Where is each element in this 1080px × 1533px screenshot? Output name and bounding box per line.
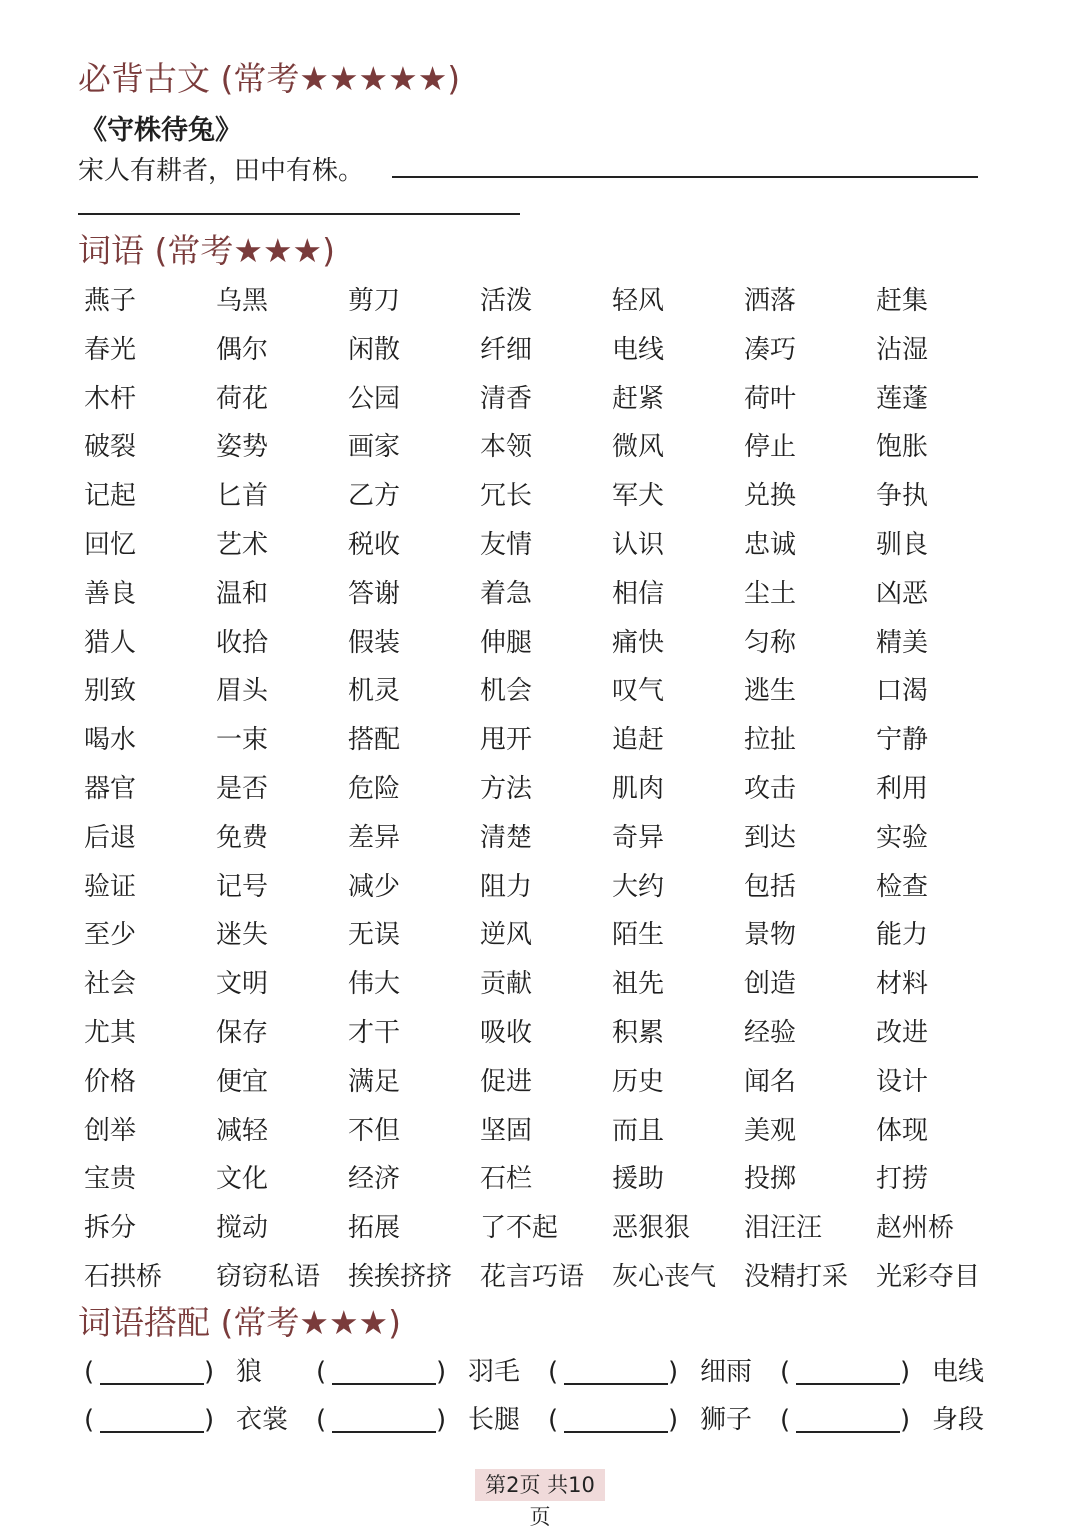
fill-in-blank	[100, 1383, 204, 1385]
matching-item	[780, 1402, 1012, 1442]
vocab-word: 洒落	[744, 286, 797, 316]
vocab-word: 泪汪汪	[744, 1213, 823, 1244]
vocab-word: 拆分	[84, 1213, 137, 1244]
vocab-word: 逃生	[744, 676, 797, 707]
vocab-word: 坚固	[480, 1115, 533, 1146]
word-matching-heading: 词语搭配 (常考★★★)	[78, 1303, 401, 1342]
vocab-word: 免费	[216, 822, 269, 853]
vocab-word: 活泼	[480, 286, 533, 316]
matching-item	[84, 1402, 316, 1442]
vocab-word: 窃窃私语	[216, 1261, 321, 1292]
vocab-word: 机灵	[348, 676, 401, 707]
vocab-word: 灰心丧气	[612, 1261, 717, 1292]
vocab-word: 机会	[480, 676, 533, 707]
vocab-word: 追赶	[612, 725, 665, 756]
vocab-word: 眉头	[216, 676, 269, 707]
matching-item	[780, 1354, 1012, 1394]
vocab-word: 痛快	[612, 627, 665, 658]
vocab-word: 迷失	[216, 920, 269, 951]
vocab-word: 着急	[480, 578, 533, 609]
fill-in-blank	[564, 1431, 668, 1433]
vocab-word: 肌肉	[612, 773, 665, 804]
vocab-word: 姿势	[216, 432, 269, 463]
vocab-word: 实验	[876, 822, 929, 853]
vocab-word: 兑换	[744, 481, 797, 512]
matching-word: 身段	[932, 1405, 985, 1435]
vocab-word: 税收	[348, 529, 401, 560]
poem-first-line: 宋人有耕者，田中有株。	[78, 156, 365, 186]
vocab-word: 匕首	[216, 481, 269, 512]
vocab-word: 保存	[216, 1017, 269, 1048]
vocab-word: 利用	[876, 773, 929, 804]
vocab-word: 记起	[84, 481, 137, 512]
vocab-word: 赶集	[876, 286, 929, 316]
vocab-word: 赵州桥	[876, 1213, 955, 1244]
vocab-word: 创举	[84, 1115, 137, 1146]
vocab-word: 减轻	[216, 1115, 269, 1146]
vocab-word: 满足	[348, 1066, 401, 1097]
vocab-word: 清香	[480, 383, 533, 414]
matching-item	[84, 1354, 316, 1394]
matching-word: 细雨	[700, 1357, 753, 1387]
vocab-word: 包括	[744, 871, 797, 902]
vocab-word: 假装	[348, 627, 401, 658]
vocab-word: 相信	[612, 578, 665, 609]
vocab-word: 到达	[744, 822, 797, 853]
vocab-word: 宝贵	[84, 1164, 137, 1195]
vocab-word: 了不起	[480, 1213, 559, 1244]
vocab-word: 攻击	[744, 773, 797, 804]
fill-in-blank	[100, 1431, 204, 1433]
open-paren: (	[548, 1405, 559, 1435]
page-indicator	[474, 1469, 606, 1533]
vocab-word: 清楚	[480, 822, 533, 853]
vocab-word: 后退	[84, 822, 137, 853]
page-indicator-bottom: 页	[529, 1505, 551, 1529]
vocab-word: 甩开	[480, 725, 533, 756]
vocab-word: 方法	[480, 773, 533, 804]
close-paren: )	[204, 1405, 215, 1435]
open-paren: (	[316, 1357, 327, 1387]
answer-blank-line	[78, 213, 520, 215]
vocab-word: 经济	[348, 1164, 401, 1195]
matching-word: 狼	[236, 1357, 263, 1387]
page-indicator-top: 第2页 共10	[475, 1469, 605, 1501]
vocab-word: 军犬	[612, 481, 665, 512]
vocab-word: 温和	[216, 578, 269, 609]
vocab-word: 尤其	[84, 1017, 137, 1048]
matching-item	[548, 1402, 780, 1442]
vocab-word: 检查	[876, 871, 929, 902]
vocab-word: 陌生	[612, 920, 665, 951]
vocab-word: 喝水	[84, 725, 137, 756]
vocab-word: 大约	[612, 871, 665, 902]
vocab-word: 器官	[84, 773, 137, 804]
vocab-word: 贡献	[480, 969, 533, 1000]
vocab-word: 纤细	[480, 334, 533, 365]
vocab-word: 文明	[216, 969, 269, 1000]
matching-word: 羽毛	[468, 1357, 521, 1387]
vocab-word: 忠诚	[744, 529, 797, 560]
vocab-word: 历史	[612, 1066, 665, 1097]
vocab-word: 景物	[744, 920, 797, 951]
vocab-word: 沾湿	[876, 334, 929, 365]
vocab-word: 木杆	[84, 383, 137, 414]
vocab-word: 伟大	[348, 969, 401, 1000]
vocab-word: 伸腿	[480, 627, 533, 658]
matching-item	[316, 1354, 548, 1394]
vocab-word: 文化	[216, 1164, 269, 1195]
vocabulary-grid	[84, 284, 1008, 1309]
vocab-word: 口渴	[876, 676, 929, 707]
fill-in-blank	[564, 1383, 668, 1385]
vocab-word: 猎人	[84, 627, 137, 658]
vocab-word: 拉扯	[744, 725, 797, 756]
vocab-word: 记号	[216, 871, 269, 902]
vocabulary-heading: 词语 (常考★★★)	[78, 231, 335, 270]
vocab-word: 奇异	[612, 822, 665, 853]
vocab-word: 能力	[876, 920, 929, 951]
close-paren: )	[668, 1405, 679, 1435]
open-paren: (	[548, 1357, 559, 1387]
vocab-word: 投掷	[744, 1164, 797, 1195]
vocab-word: 验证	[84, 871, 137, 902]
vocab-word: 偶尔	[216, 334, 269, 365]
vocab-word: 匀称	[744, 627, 797, 658]
open-paren: (	[780, 1405, 791, 1435]
vocab-word: 社会	[84, 969, 137, 1000]
vocab-word: 至少	[84, 920, 137, 951]
close-paren: )	[900, 1405, 911, 1435]
vocab-word: 友情	[480, 529, 533, 560]
vocab-word: 本领	[480, 432, 533, 463]
vocab-word: 减少	[348, 871, 401, 902]
vocab-word: 收拾	[216, 627, 269, 658]
vocab-word: 材料	[876, 969, 929, 1000]
vocab-word: 援助	[612, 1164, 665, 1195]
vocab-word: 设计	[876, 1066, 929, 1097]
vocab-word: 荷花	[216, 383, 269, 414]
vocab-word: 石栏	[480, 1164, 533, 1195]
vocab-word: 挨挨挤挤	[348, 1261, 453, 1292]
vocab-word: 公园	[348, 383, 401, 414]
vocab-word: 石拱桥	[84, 1261, 163, 1292]
vocab-word: 争执	[876, 481, 929, 512]
vocab-word: 价格	[84, 1066, 137, 1097]
poem-title: 《守株待兔》	[80, 115, 242, 146]
vocab-word: 破裂	[84, 432, 137, 463]
vocab-word: 尘土	[744, 578, 797, 609]
vocab-word: 饱胀	[876, 432, 929, 463]
close-paren: )	[204, 1357, 215, 1387]
vocab-word: 美观	[744, 1115, 797, 1146]
vocab-word: 恶狠狠	[612, 1213, 691, 1244]
vocab-word: 艺术	[216, 529, 269, 560]
vocab-word: 体现	[876, 1115, 929, 1146]
fill-in-blank	[796, 1431, 900, 1433]
vocab-word: 差异	[348, 822, 401, 853]
vocab-word: 阻力	[480, 871, 533, 902]
vocab-word: 改进	[876, 1017, 929, 1048]
vocab-word: 便宜	[216, 1066, 269, 1097]
vocab-word: 答谢	[348, 578, 401, 609]
vocab-word: 画家	[348, 432, 401, 463]
fill-in-blank	[332, 1383, 436, 1385]
vocab-word: 积累	[612, 1017, 665, 1048]
vocab-word: 是否	[216, 773, 269, 804]
close-paren: )	[900, 1357, 911, 1387]
open-paren: (	[84, 1357, 95, 1387]
close-paren: )	[668, 1357, 679, 1387]
vocab-word: 别致	[84, 676, 137, 707]
vocab-word: 闻名	[744, 1066, 797, 1097]
close-paren: )	[436, 1357, 447, 1387]
vocab-word: 搅动	[216, 1213, 269, 1244]
vocab-word: 吸收	[480, 1017, 533, 1048]
vocab-word: 冗长	[480, 481, 533, 512]
vocab-word: 驯良	[876, 529, 929, 560]
vocab-word: 善良	[84, 578, 137, 609]
vocab-word: 荷叶	[744, 383, 797, 414]
vocab-word: 才干	[348, 1017, 401, 1048]
answer-blank-line	[392, 176, 978, 178]
matching-item	[548, 1354, 780, 1394]
vocab-word: 搭配	[348, 725, 401, 756]
matching-word: 衣裳	[236, 1405, 289, 1435]
vocab-word: 不但	[348, 1115, 401, 1146]
matching-item	[316, 1402, 548, 1442]
matching-word: 长腿	[468, 1405, 521, 1435]
matching-word: 狮子	[700, 1405, 753, 1435]
vocab-word: 危险	[348, 773, 401, 804]
vocab-word: 微风	[612, 432, 665, 463]
vocab-word: 乙方	[348, 481, 401, 512]
vocab-word: 燕子	[84, 286, 137, 316]
vocab-word: 创造	[744, 969, 797, 1000]
vocab-word: 经验	[744, 1017, 797, 1048]
vocab-word: 停止	[744, 432, 797, 463]
vocab-word: 赶紧	[612, 383, 665, 414]
vocab-word: 打捞	[876, 1164, 929, 1195]
close-paren: )	[436, 1405, 447, 1435]
vocab-word: 莲蓬	[876, 383, 929, 414]
vocab-word: 光彩夺目	[876, 1261, 981, 1292]
matching-word: 电线	[932, 1357, 985, 1387]
vocab-word: 无误	[348, 920, 401, 951]
fill-in-blank	[332, 1431, 436, 1433]
ancient-text-heading: 必背古文 (常考★★★★★)	[78, 59, 461, 98]
vocab-word: 逆风	[480, 920, 533, 951]
vocab-word: 一束	[216, 725, 269, 756]
vocab-word: 轻风	[612, 286, 665, 316]
vocab-word: 拓展	[348, 1213, 401, 1244]
vocab-word: 剪刀	[348, 286, 401, 316]
vocab-word: 祖先	[612, 969, 665, 1000]
fill-in-blank	[796, 1383, 900, 1385]
vocab-word: 花言巧语	[480, 1261, 585, 1292]
vocab-word: 叹气	[612, 676, 665, 707]
vocab-word: 没精打采	[744, 1261, 849, 1292]
vocab-word: 凑巧	[744, 334, 797, 365]
vocab-word: 凶恶	[876, 578, 929, 609]
vocab-word: 而且	[612, 1115, 665, 1146]
open-paren: (	[84, 1405, 95, 1435]
vocab-word: 春光	[84, 334, 137, 365]
open-paren: (	[780, 1357, 791, 1387]
vocab-word: 回忆	[84, 529, 137, 560]
vocab-word: 乌黑	[216, 286, 269, 316]
vocab-word: 电线	[612, 334, 665, 365]
vocab-word: 闲散	[348, 334, 401, 365]
vocab-word: 精美	[876, 627, 929, 658]
vocab-word: 认识	[612, 529, 665, 560]
open-paren: (	[316, 1405, 327, 1435]
vocab-word: 促进	[480, 1066, 533, 1097]
vocab-word: 宁静	[876, 725, 929, 756]
